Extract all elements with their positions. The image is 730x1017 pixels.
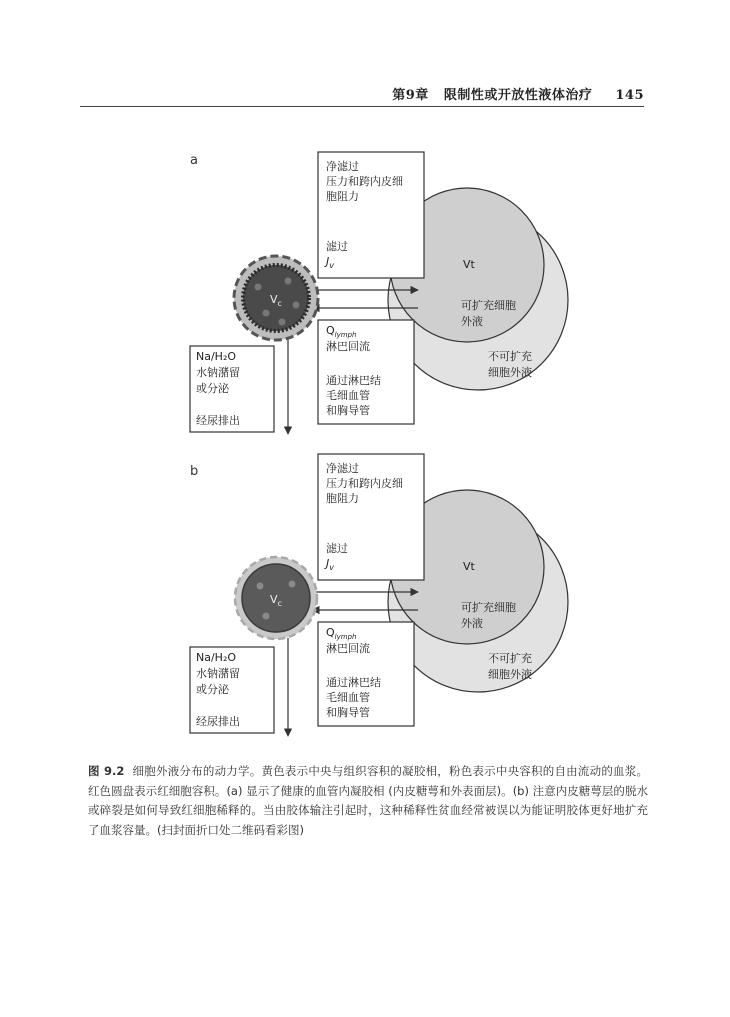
lymph-path-text: 通过淋巴结 毛细血管 和胸导管 [326,374,381,417]
lymph-return-label: 淋巴回流 [326,642,370,655]
red-cell [263,310,270,317]
filtration-box-text: 净滤过 压力和跨内皮细 胞阻力 [326,462,403,505]
chapter-number: 第9章 [392,88,429,103]
lymph-flow-label: $Q_{lymph}$ [326,324,357,339]
lymph-return-label: 淋巴回流 [326,340,370,353]
chapter-title: 限制性或开放性液体治疗 [443,88,593,103]
filtration-label: 滤过 [326,240,348,253]
expandable-ecf-label: 可扩充细胞 外液 [461,299,516,328]
plasma-volume-label: $V_c$ [270,593,282,608]
panel-label: a [190,153,198,168]
nonexpandable-ecf-label: 不可扩充 细胞外液 [488,350,532,379]
flux-label: $J_v$ [326,255,334,270]
nonexpandable-ecf-label: 不可扩充 细胞外液 [488,652,532,681]
filtration-label: 滤过 [326,542,348,555]
panel-b [190,454,568,736]
tissue-volume-label: Vt [463,258,475,271]
red-cell [293,302,300,309]
panel-label: b [190,464,199,479]
page-number: 145 [615,88,644,103]
red-cell [257,583,264,590]
red-cell [255,284,262,291]
plasma-volume-label: $V_c$ [270,293,282,308]
lymph-path-text: 通过淋巴结 毛细血管 和胸导管 [326,676,381,719]
panel-a [190,152,568,434]
lymph-flow-label: $Q_{lymph}$ [326,626,357,641]
red-cell [285,278,292,285]
expandable-ecf-label: 可扩充细胞 外液 [461,601,516,630]
flux-label: $J_v$ [326,557,334,572]
red-cell [289,581,296,588]
sodium-water-text: Na/H₂O 水钠潴留 或分泌 经尿排出 [196,651,240,728]
filtration-box-text: 净滤过 压力和跨内皮细 胞阻力 [326,160,403,203]
figure-label: 图 9.2 [88,764,125,778]
tissue-volume-label: Vt [463,560,475,573]
figure-caption [88,762,648,840]
red-cell [263,613,270,620]
red-cell [279,319,286,326]
sodium-water-text: Na/H₂O 水钠潴留 或分泌 经尿排出 [196,350,240,427]
caption-text: 细胞外液分布的动力学。黄色表示中央与组织容积的凝胶相，粉色表示中央容积的自由流动的血浆。红色圆盘表示红细胞容积。(a) 显示了健康的血管内凝胶相 (内皮糖萼和外表面层)。(b) 注意内皮糖萼层的脱水或碎裂是如何导致红细胞稀释的。当由胶体输注引起时，这种稀释性贫血经常被误以为能证明胶体更好地扩充了血浆容量。(扫封面折口处二维码看彩图) [88,764,648,837]
